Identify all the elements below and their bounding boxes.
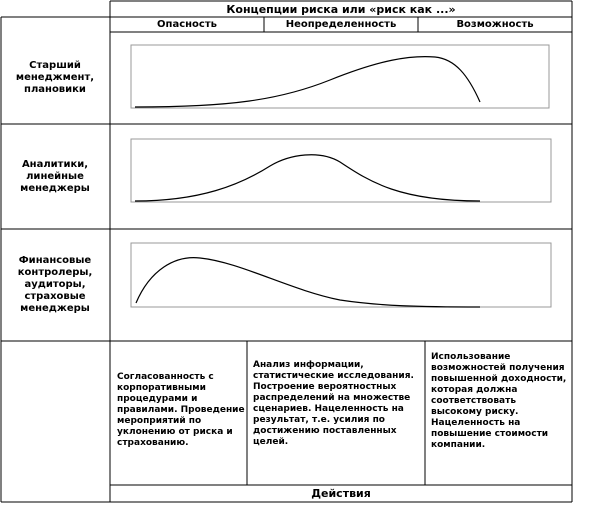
curve-1 bbox=[135, 57, 480, 107]
action-uncertainty: Анализ информации, статистические исследования. Построение вероятностных распределений на множестве сценариев. Нацеленность на результат, т.е. усилия по достижению поставленных целей. bbox=[253, 360, 414, 447]
row-label-financial-controllers: Финансовые контролеры, аудиторы, страховые менеджеры bbox=[17, 255, 93, 314]
curve-3 bbox=[136, 258, 480, 307]
action-opportunity: Использование возможностей получения повышенной доходности, которая должна соответствовать высокому риску. Нацеленность на повышение стоимости компании. bbox=[431, 352, 567, 450]
column-header-uncertainty: Неопределенность bbox=[285, 19, 397, 30]
footer-actions-label: Действия bbox=[311, 487, 371, 500]
row-label-senior-management: Старший менеджмент, плановики bbox=[15, 60, 95, 95]
curve-2 bbox=[135, 155, 480, 201]
column-header-danger: Опасность bbox=[157, 19, 217, 30]
row-label-analysts: Аналитики, линейные менеджеры bbox=[20, 158, 90, 194]
column-header-opportunity: Возможность bbox=[456, 19, 534, 30]
graph-frame-2 bbox=[131, 139, 551, 202]
action-danger: Согласованность с корпоративными процедурами и правилами. Проведение мероприятий по уклонению от риска и страхованию. bbox=[117, 372, 245, 448]
page-title: Концепции риска или «риск как ...» bbox=[226, 3, 456, 16]
graph-frame-3 bbox=[131, 243, 551, 307]
